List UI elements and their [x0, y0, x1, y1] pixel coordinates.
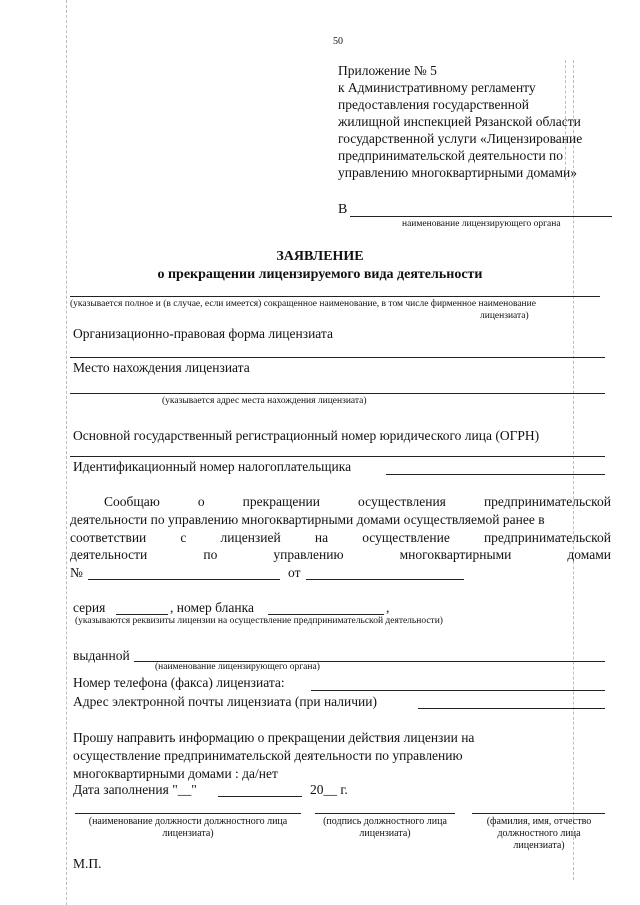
location-caption: (указывается адрес места нахождения лицензиата) [162, 396, 367, 406]
appendix-line: предпринимательской деятельности по [338, 148, 564, 163]
date-month-field[interactable] [218, 796, 302, 797]
licensee-name-caption: (указывается полное и (в случае, если имеется) сокращенное наименование, в том числе фирменное наименование [70, 299, 536, 309]
issued-caption: (наименование лицензирующего органа) [155, 662, 320, 672]
word: управлению [273, 547, 344, 562]
ogrn-field[interactable] [70, 456, 605, 457]
word: по [203, 547, 218, 562]
statement-line-4 [70, 547, 611, 563]
ogrn-label: Основной государственный регистрационный номер юридического лица (ОГРН) [73, 428, 540, 443]
full-name-signature-line[interactable] [472, 813, 605, 814]
series-label: серия [73, 600, 106, 615]
org-form-label: Организационно-правовая форма лицензиата [73, 326, 333, 341]
document-title: ЗАЯВЛЕНИЕ [276, 249, 364, 264]
series-field[interactable] [116, 614, 168, 615]
date-label: Дата заполнения "__" [73, 782, 197, 797]
appendix-line: к Административному регламенту [338, 80, 536, 95]
org-form-field[interactable] [70, 357, 605, 358]
request-line-3: многоквартирными домами : да/нет [73, 766, 278, 781]
location-label: Место нахождения лицензиата [73, 360, 250, 375]
full-name-caption [470, 816, 608, 852]
request-line-2: осуществление предпринимательской деятельности по управлению [73, 748, 463, 763]
license-number-field[interactable] [88, 579, 280, 580]
word: соответствии [70, 530, 147, 545]
location-field[interactable] [70, 393, 605, 394]
email-field[interactable] [418, 708, 605, 709]
license-date-field[interactable] [306, 579, 464, 580]
licensee-name-field[interactable] [70, 296, 600, 297]
statement-line-1 [104, 494, 611, 510]
word: на [314, 530, 329, 545]
organ-caption: наименование лицензирующего органа [402, 219, 561, 229]
word: прекращении [242, 494, 321, 509]
license-number-prefix: № [70, 565, 83, 580]
caption-line: лицензиата) [513, 840, 565, 851]
caption-line: (фамилия, имя, отчество [486, 816, 592, 827]
caption-line: должностного лица [497, 828, 581, 839]
inn-label: Идентификационный номер налогоплательщика [73, 459, 352, 474]
word: осуществление [362, 530, 450, 545]
caption-line: (подпись должностного лица [323, 816, 447, 827]
stamp-label: М.П. [73, 856, 102, 871]
blank-number-field[interactable] [268, 614, 384, 615]
caption-line: лицензиата) [162, 828, 214, 839]
word: деятельности [70, 547, 148, 562]
word: лицензией [220, 530, 281, 545]
caption-line: (наименование должности должностного лица [88, 816, 288, 827]
word: домами [567, 547, 611, 562]
series-comma: , [386, 600, 390, 615]
word: с [180, 530, 187, 545]
word: Сообщаю [104, 494, 160, 509]
position-signature-line[interactable] [75, 813, 301, 814]
license-date-prefix: от [288, 565, 301, 580]
word: предпринимательской [483, 494, 611, 509]
issued-label: выданной [73, 648, 130, 663]
appendix-line: Приложение № 5 [338, 63, 437, 78]
statement-line-2: деятельности по управлению многоквартирными домами осуществляемой ранее в [70, 512, 545, 527]
word: о [197, 494, 205, 509]
request-line-1: Прошу направить информацию о прекращении действия лицензии на [73, 730, 475, 745]
licensee-name-caption: лицензиата) [480, 311, 529, 321]
page-number: 50 [333, 36, 343, 47]
appendix-line: предоставления государственной [338, 97, 529, 112]
blank-number-label: , номер бланка [170, 600, 254, 615]
appendix-block [338, 62, 582, 181]
word: осуществления [358, 494, 446, 509]
phone-field[interactable] [311, 690, 605, 691]
signature-line[interactable] [315, 813, 455, 814]
appendix-line: государственной услуги «Лицензирование [338, 131, 583, 146]
position-caption [70, 816, 306, 840]
email-label: Адрес электронной почты лицензиата (при наличии) [73, 694, 377, 709]
scan-line-right [573, 60, 574, 880]
series-caption: (указываются реквизиты лицензии на осуществление предпринимательской деятельности) [75, 616, 443, 626]
appendix-line: управлению многоквартирными домами» [338, 165, 577, 180]
document-subtitle: о прекращении лицензируемого вида деятельности [157, 267, 483, 282]
caption-line: лицензиата) [359, 828, 411, 839]
inn-field[interactable] [386, 474, 605, 475]
word: предпринимательской [483, 530, 611, 545]
date-year: 20__ г. [310, 782, 348, 797]
appendix-line: жилищной инспекцией Рязанской области [338, 114, 581, 129]
signature-caption [308, 816, 462, 840]
organ-prefix: В [338, 202, 348, 217]
scan-line-left [66, 0, 67, 905]
organ-field[interactable] [350, 216, 612, 217]
statement-line-3 [70, 530, 611, 546]
word: многоквартирными [399, 547, 512, 562]
phone-label: Номер телефона (факса) лицензиата: [73, 675, 285, 690]
